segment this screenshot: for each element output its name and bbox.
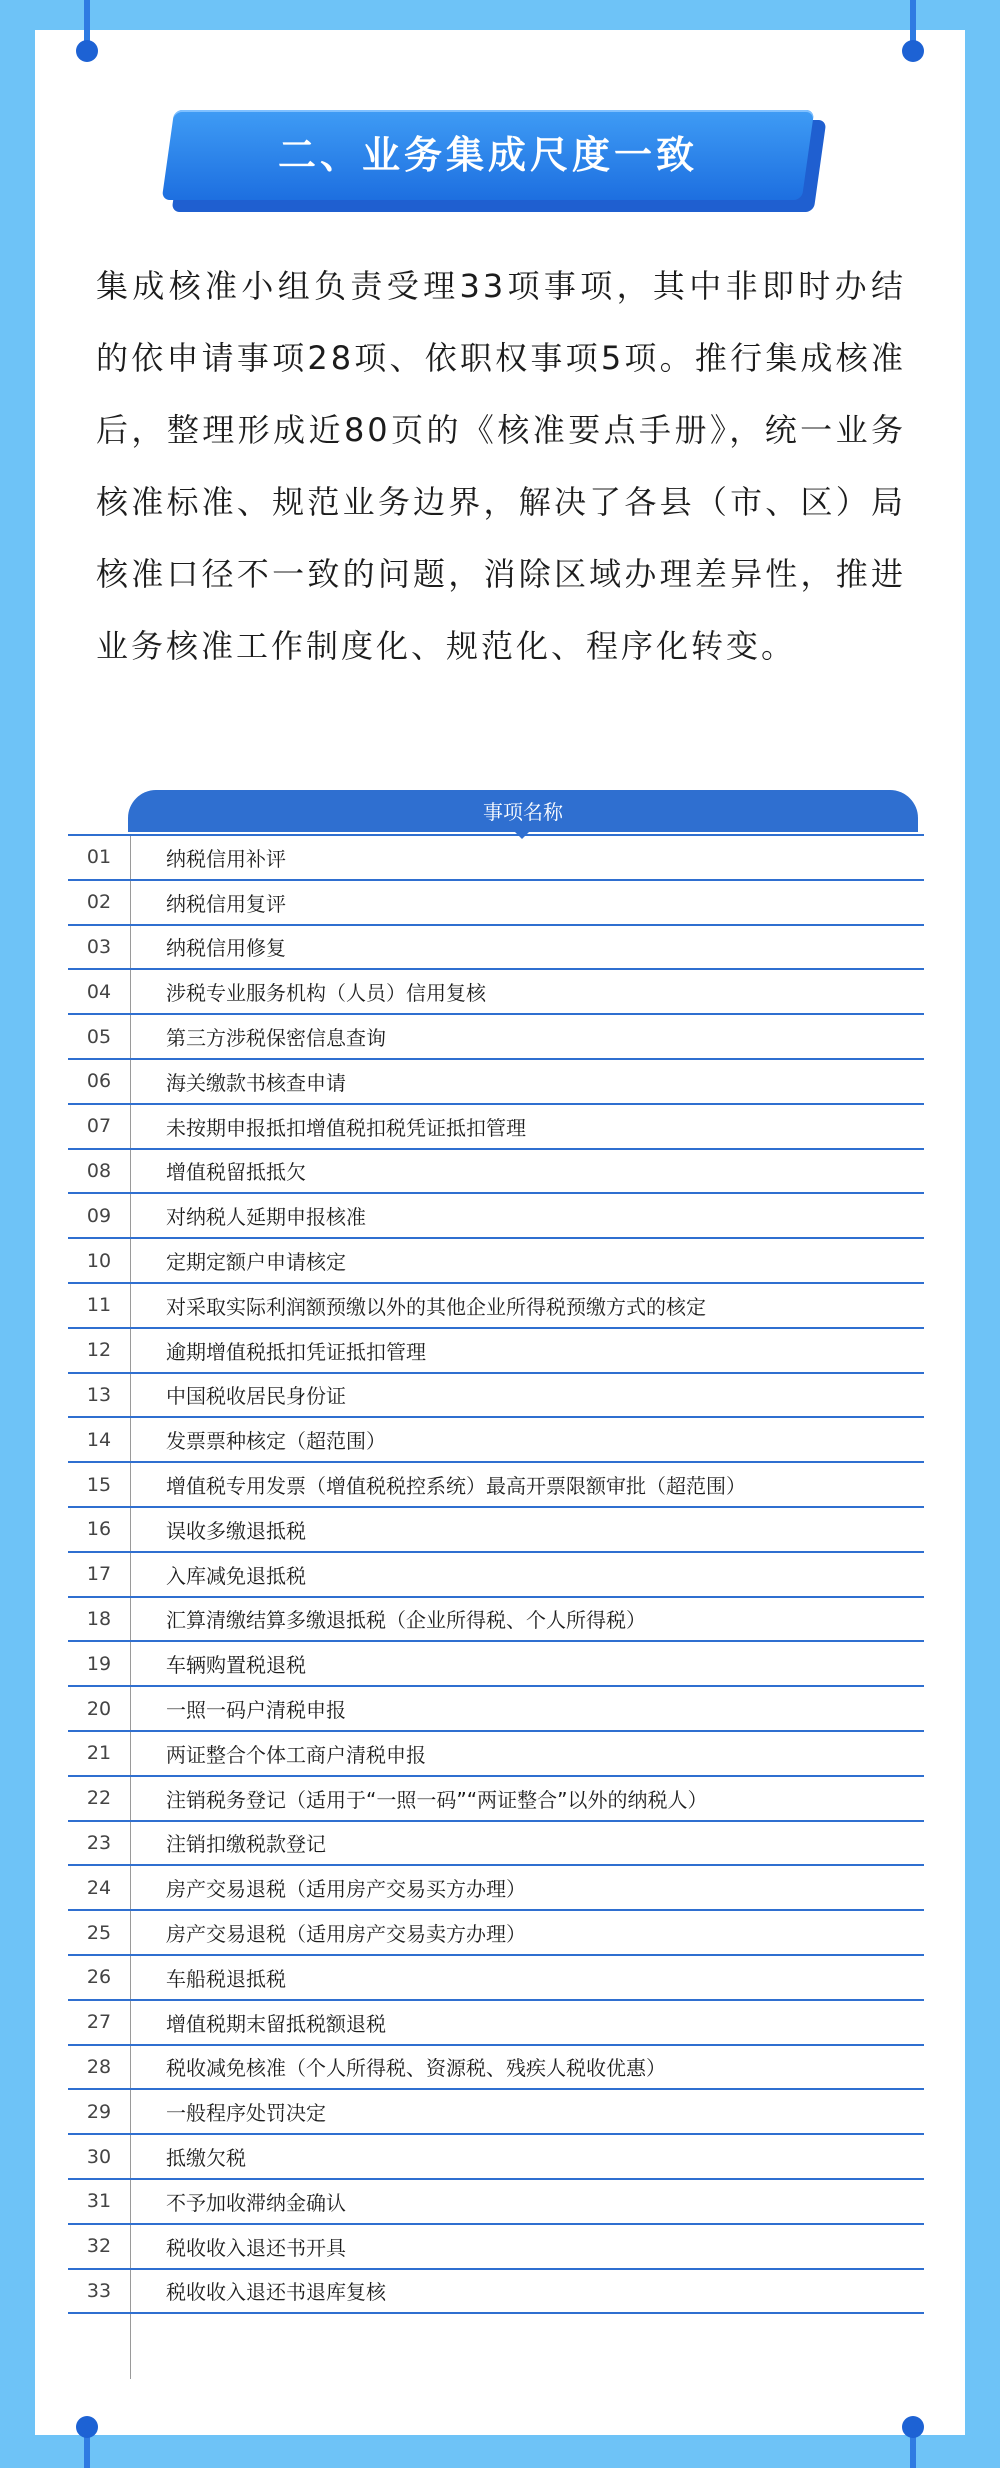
table-row xyxy=(68,1911,924,1956)
table-row xyxy=(68,1463,924,1508)
row-number: 12 xyxy=(86,1339,112,1362)
table-row xyxy=(68,1598,924,1643)
table-row xyxy=(68,1150,924,1195)
section-title: 二、业务集成尺度一致 xyxy=(277,133,698,177)
row-number: 16 xyxy=(86,1518,112,1541)
table-row xyxy=(68,2270,924,2315)
table-row xyxy=(68,1105,924,1150)
table-row xyxy=(68,1060,924,1105)
table-row xyxy=(68,2001,924,2046)
row-number: 23 xyxy=(86,1831,112,1854)
table-row xyxy=(68,1374,924,1419)
row-item-name: 误收多缴退抵税 xyxy=(166,1518,306,1543)
table-row xyxy=(68,2225,924,2270)
bottom-left-pin-dot xyxy=(76,2416,98,2438)
table-header: 事项名称 xyxy=(128,790,918,832)
row-item-name: 房产交易退税（适用房产交易买方办理） xyxy=(166,1877,526,1902)
top-left-pin-dot xyxy=(76,40,98,62)
row-item-name: 一照一码户清税申报 xyxy=(166,1698,346,1723)
row-item-name: 增值税期末留抵税额退税 xyxy=(166,2011,386,2036)
table-row xyxy=(68,836,924,881)
row-item-name: 汇算清缴结算多缴退抵税（企业所得税、个人所得税） xyxy=(166,1608,646,1633)
row-number: 30 xyxy=(86,2145,112,2168)
row-number: 14 xyxy=(86,1428,112,1451)
table-row xyxy=(68,1687,924,1732)
row-number: 17 xyxy=(86,1563,112,1586)
items-table xyxy=(68,834,924,2314)
row-number: 07 xyxy=(86,1115,112,1138)
row-number: 32 xyxy=(86,2235,112,2258)
body-paragraph: 集成核准小组负责受理33项事项，其中非即时办结的依申请事项28项、依职权事项5项。推行集成核准后，整理形成近80页的《核准要点手册》，统一业务核准标准、规范业务边界，解决了各县（市、区）局核准口径不一致的问题，消除区域办理差异性，推进业务核准工作制度化、规范化、程序化转变。 xyxy=(96,267,906,665)
top-right-pin-dot xyxy=(902,40,924,62)
row-number: 02 xyxy=(86,891,112,914)
table-row xyxy=(68,1015,924,1060)
row-number: 27 xyxy=(86,2011,112,2034)
row-item-name: 纳税信用补评 xyxy=(166,846,286,871)
row-number: 11 xyxy=(86,1294,112,1317)
row-number: 33 xyxy=(86,2279,112,2302)
row-number: 21 xyxy=(86,1742,112,1765)
row-item-name: 税收收入退还书开具 xyxy=(166,2235,346,2260)
row-number: 06 xyxy=(86,1070,112,1093)
bottom-right-pin-dot xyxy=(902,2416,924,2438)
table-row xyxy=(68,970,924,1015)
row-item-name: 增值税留抵抵欠 xyxy=(166,1160,306,1185)
row-number: 29 xyxy=(86,2100,112,2123)
table-row xyxy=(68,1822,924,1867)
row-item-name: 入库减免退抵税 xyxy=(166,1563,306,1588)
row-number: 01 xyxy=(86,846,112,869)
row-number: 28 xyxy=(86,2055,112,2078)
row-number: 19 xyxy=(86,1652,112,1675)
row-item-name: 发票票种核定（超范围） xyxy=(166,1429,386,1454)
row-number: 26 xyxy=(86,1966,112,1989)
row-number: 04 xyxy=(86,980,112,1003)
table-row xyxy=(68,1418,924,1463)
row-item-name: 第三方涉税保密信息查询 xyxy=(166,1026,386,1051)
row-item-name: 中国税收居民身份证 xyxy=(166,1384,346,1409)
table-row xyxy=(68,1642,924,1687)
table-row xyxy=(68,1956,924,2001)
table-row xyxy=(68,2090,924,2135)
row-item-name: 税收减免核准（个人所得税、资源税、残疾人税收优惠） xyxy=(166,2056,666,2081)
table-row xyxy=(68,1239,924,1284)
row-item-name: 抵缴欠税 xyxy=(166,2146,246,2170)
row-number: 05 xyxy=(86,1025,112,1048)
row-number: 13 xyxy=(86,1383,112,1406)
table-row xyxy=(68,1508,924,1553)
row-item-name: 车船税退抵税 xyxy=(166,1966,286,1991)
row-item-name: 车辆购置税退税 xyxy=(166,1653,306,1678)
table-row xyxy=(68,1553,924,1598)
row-number: 15 xyxy=(86,1473,112,1496)
row-number: 24 xyxy=(86,1876,112,1899)
table-row xyxy=(68,881,924,926)
row-number: 31 xyxy=(86,2190,112,2213)
row-number: 18 xyxy=(86,1607,112,1630)
table-row xyxy=(68,926,924,971)
row-number: 08 xyxy=(86,1159,112,1182)
row-number: 20 xyxy=(86,1697,112,1720)
row-number: 10 xyxy=(86,1249,112,1272)
table-row xyxy=(68,1866,924,1911)
row-item-name: 定期定额户申请核定 xyxy=(166,1250,346,1275)
row-item-name: 对纳税人延期申报核准 xyxy=(166,1205,366,1230)
row-item-name: 注销税务登记（适用于“一照一码”“两证整合”以外的纳税人） xyxy=(166,1787,708,1812)
row-item-name: 涉税专业服务机构（人员）信用复核 xyxy=(166,981,486,1006)
table-row xyxy=(68,1194,924,1239)
row-item-name: 未按期申报抵扣增值税扣税凭证抵扣管理 xyxy=(166,1115,526,1140)
table-row xyxy=(68,2046,924,2091)
row-item-name: 纳税信用修复 xyxy=(166,936,286,961)
row-item-name: 税收收入退还书退库复核 xyxy=(166,2280,386,2305)
row-item-name: 一般程序处罚决定 xyxy=(166,2101,326,2126)
row-item-name: 两证整合个体工商户清税申报 xyxy=(166,1742,426,1767)
row-item-name: 纳税信用复评 xyxy=(166,891,286,916)
table-row xyxy=(68,1284,924,1329)
row-item-name: 注销扣缴税款登记 xyxy=(166,1832,326,1857)
table-row xyxy=(68,1329,924,1374)
row-item-name: 房产交易退税（适用房产交易卖方办理） xyxy=(166,1922,526,1947)
row-item-name: 不予加收滞纳金确认 xyxy=(166,2190,346,2215)
row-number: 03 xyxy=(86,935,112,958)
row-number: 09 xyxy=(86,1204,112,1227)
row-item-name: 增值税专用发票（增值税税控系统）最高开票限额审批（超范围） xyxy=(166,1474,746,1499)
row-number: 22 xyxy=(86,1787,112,1810)
table-row xyxy=(68,2135,924,2180)
table-row xyxy=(68,2180,924,2225)
row-item-name: 海关缴款书核查申请 xyxy=(166,1070,346,1095)
row-item-name: 对采取实际利润额预缴以外的其他企业所得税预缴方式的核定 xyxy=(166,1294,706,1319)
row-item-name: 逾期增值税抵扣凭证抵扣管理 xyxy=(166,1339,426,1364)
table-row xyxy=(68,1732,924,1777)
table-row xyxy=(68,1777,924,1822)
row-number: 25 xyxy=(86,1921,112,1944)
